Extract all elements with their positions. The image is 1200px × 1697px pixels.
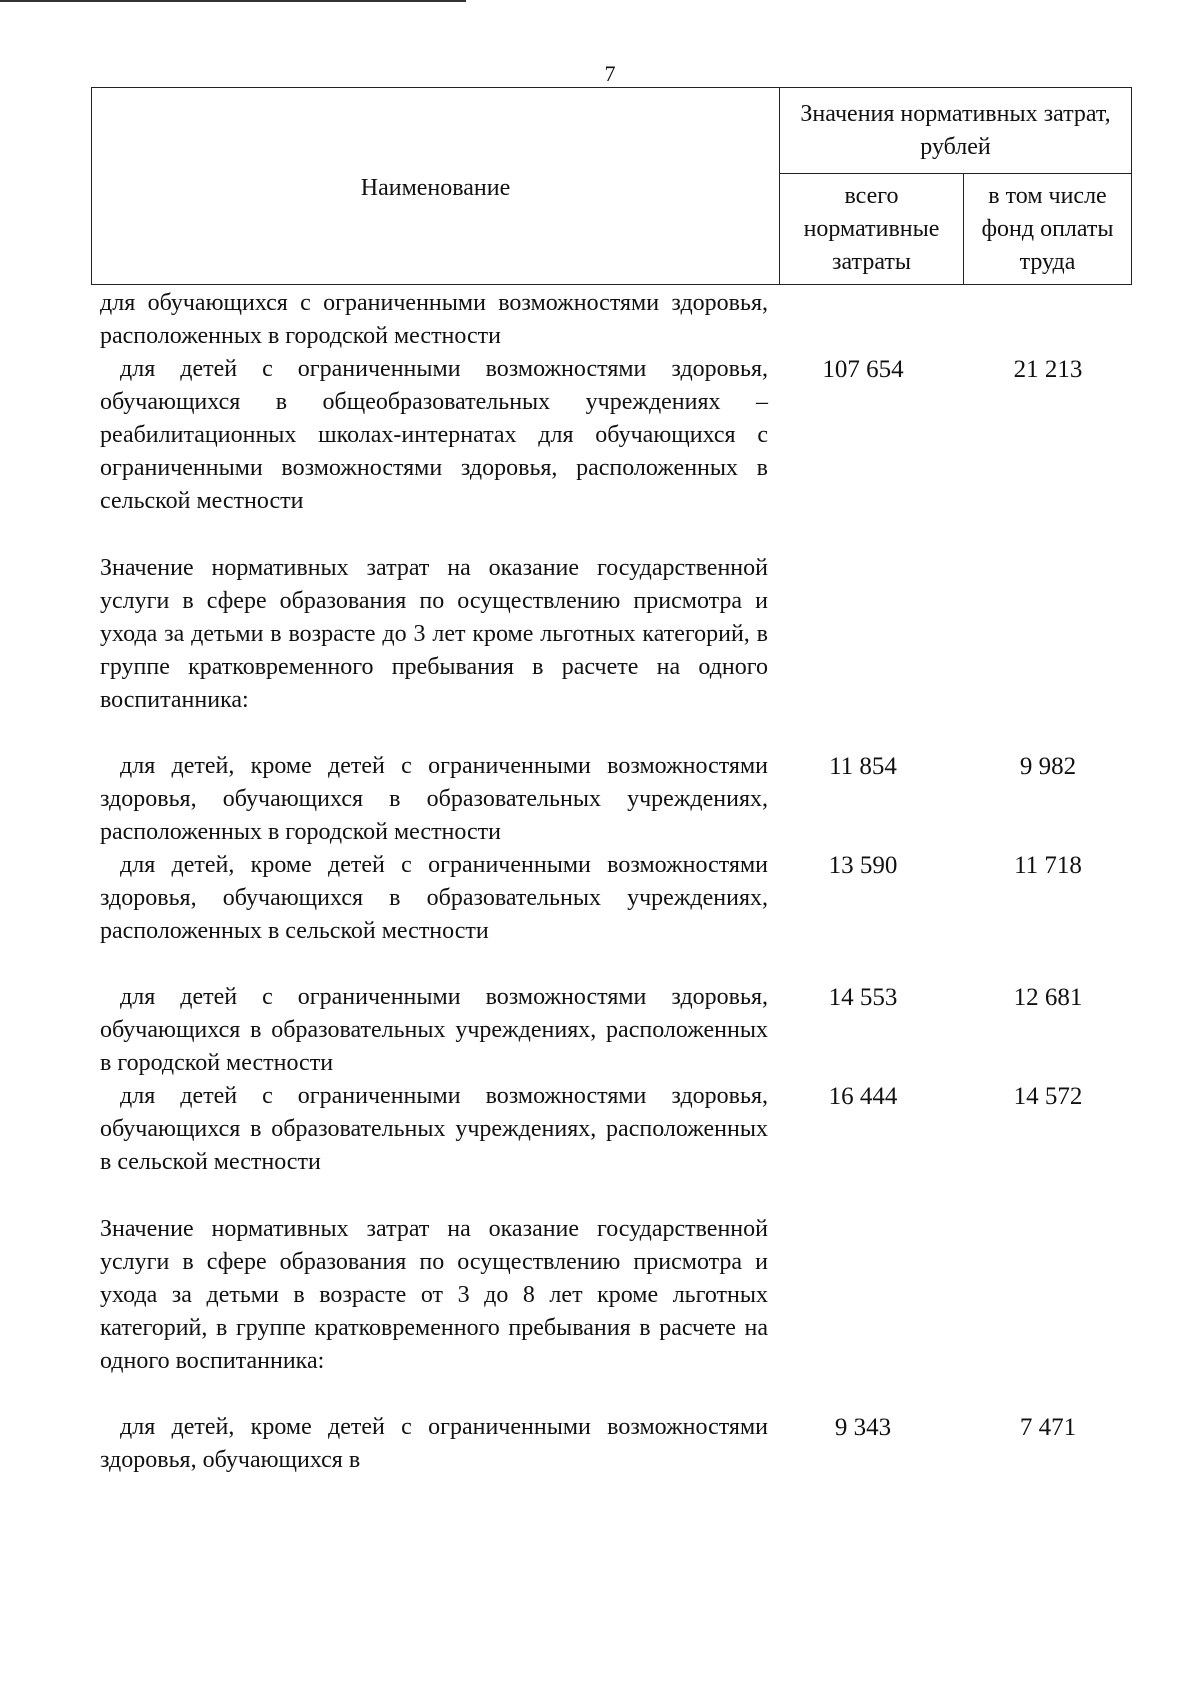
section-heading-text: Значение нормативных затрат на оказание государственной услуги в сфере образования по осуществлению присмотра и ухода за детьми в возрасте до 3 лет кроме льготных категорий, в группе кратковременного пребывания в расчете на одного воспитанника: [100, 555, 768, 713]
row-name: для детей, кроме детей с ограниченными возможностями здоровья, обучающихся в образовательных учреждениях, расположенных в городской местности [100, 753, 768, 845]
row-wage-value: 12 681 [1013, 984, 1083, 1011]
row-total-value: 11 854 [829, 753, 897, 780]
table-row [100, 981, 1140, 1080]
header-total-column: всего нормативные затраты [780, 174, 964, 285]
row-wage-value: 14 572 [1013, 1083, 1083, 1110]
header-name-column: Наименование [92, 88, 780, 285]
row-name: для детей с ограниченными возможностями здоровья, обучающихся в образовательных учреждениях, расположенных в сельской местности [100, 1083, 768, 1175]
row-name: для обучающихся с ограниченными возможностями здоровья, расположенных в городской местности [100, 290, 768, 349]
row-total-value: 9 343 [834, 1414, 892, 1441]
table-row [100, 353, 1140, 518]
section-heading [100, 552, 1140, 717]
table-row [100, 750, 1140, 849]
row-total-value: 14 553 [828, 984, 898, 1011]
row-wage-value: 11 718 [1014, 852, 1082, 879]
header-wage-column: в том числе фонд оплаты труда [964, 174, 1132, 285]
section-heading-text: Значение нормативных затрат на оказание государственной услуги в сфере образования по осуществлению присмотра и ухода за детьми в возрасте от 3 до 8 лет кроме льготных категорий, в группе кратковременного пребывания в расчете на одного воспитанника: [100, 1216, 768, 1374]
row-total-value: 107 654 [822, 356, 904, 383]
table-row [100, 1080, 1140, 1179]
row-name: для детей, кроме детей с ограниченными возможностями здоровья, обучающихся в [100, 1414, 768, 1473]
row-wage-value: 9 982 [1019, 753, 1077, 780]
row-name: для детей с ограниченными возможностями здоровья, обучающихся в общеобразовательных учреждениях – реабилитационных школах-интернатах для обучающихся с ограниченными возможностями здоровья, расположенных в сельской местности [100, 356, 768, 514]
table-header [91, 87, 1132, 285]
row-total-value: 16 444 [828, 1083, 898, 1110]
row-name: для детей, кроме детей с ограниченными возможностями здоровья, обучающихся в образовательных учреждениях, расположенных в сельской местности [100, 852, 768, 944]
page-number: 7 [604, 61, 616, 86]
table-row [100, 849, 1140, 948]
header-values-group: Значения нормативных затрат, рублей [780, 88, 1132, 174]
row-wage-value: 7 471 [1019, 1414, 1077, 1441]
row-name: для детей с ограниченными возможностями здоровья, обучающихся в образовательных учреждениях, расположенных в городской местности [100, 984, 768, 1076]
table-body [100, 287, 1140, 1477]
row-wage-value: 21 213 [1013, 356, 1083, 383]
table-row [100, 1411, 1140, 1477]
section-heading [100, 1213, 1140, 1378]
top-rule [0, 0, 466, 2]
row-total-value: 13 590 [828, 852, 898, 879]
table-row [100, 287, 1140, 353]
